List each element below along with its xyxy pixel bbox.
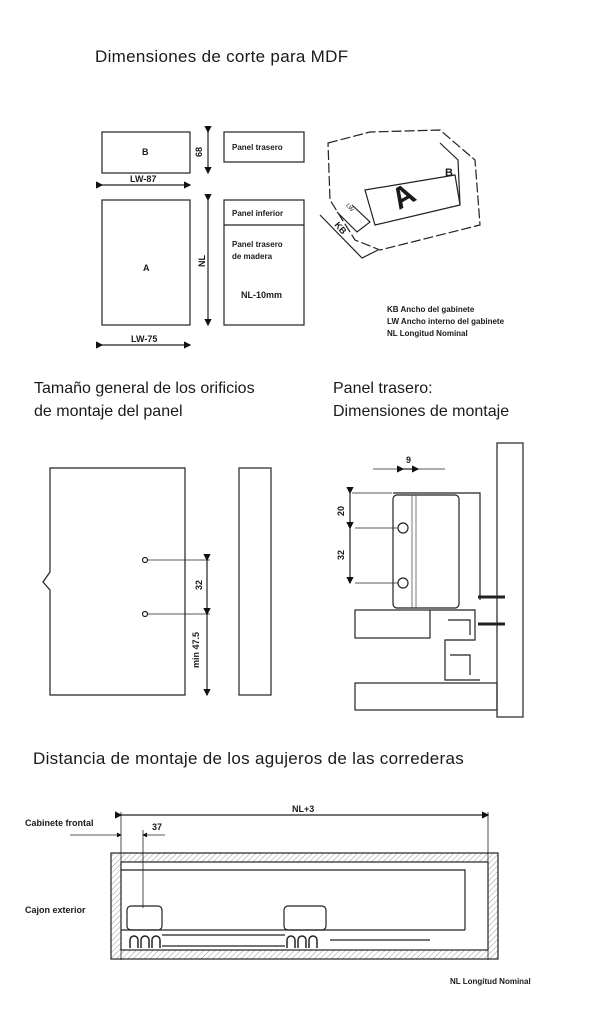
panel-inferior-line1: Panel trasero	[232, 240, 283, 249]
panel-trasero-label: Panel trasero	[232, 143, 283, 152]
width-dim-9: 9	[406, 455, 412, 465]
cabinete-frontal-label: Cabinete frontal	[25, 818, 94, 828]
side-panel	[43, 468, 185, 695]
panel-inferior-box	[224, 200, 304, 325]
panel-a-label: A	[143, 263, 150, 273]
panel-a-height-dim: NL	[197, 255, 207, 267]
legend-lw: LW Ancho interno del gabinete	[387, 317, 505, 326]
total-length-dim: NL+3	[292, 804, 315, 814]
panel-inferior-dim: NL-10mm	[241, 290, 283, 300]
footnote-nl: NL Longitud Nominal	[450, 977, 531, 986]
panel-b-label: B	[142, 147, 149, 157]
section2-right-title-2: Dimensiones de montaje	[333, 403, 510, 420]
iso-label-a: A	[385, 176, 422, 217]
back-panel-mount-drawing	[350, 443, 523, 717]
min-distance-dim: min 47.5	[191, 631, 202, 669]
slide-mount-drawing	[70, 812, 498, 960]
iso-label-kb: KB	[332, 219, 349, 237]
panel-b-height-dim: 68	[194, 146, 205, 158]
top-dim-20: 20	[336, 505, 347, 517]
legend-nl: NL Longitud Nominal	[387, 329, 468, 338]
panel-a-width-dim: LW-75	[131, 334, 158, 344]
legend-kb: KB Ancho del gabinete	[387, 305, 475, 314]
iso-label-lw: LW	[344, 202, 355, 214]
section3-title: Distancia de montaje de los agujeros de las correderas	[33, 749, 465, 768]
iso-label-b: B	[445, 167, 453, 179]
offset-dim-37: 37	[152, 822, 163, 832]
cajon-exterior-label: Cajon exterior	[25, 905, 86, 915]
section2-left-title-1: Tamaño general de los orificios	[34, 380, 255, 397]
panel-edge	[239, 468, 271, 695]
panel-inferior-line2: de madera	[232, 252, 273, 261]
spacing-dim-32: 32	[336, 549, 347, 561]
section2-right-title-1: Panel trasero:	[333, 380, 433, 397]
section1-title: Dimensiones de corte para MDF	[95, 47, 349, 66]
hole-spacing-dim: 32	[194, 579, 205, 591]
panel-b-width-dim: LW-87	[130, 174, 157, 184]
section2-left-title-2: de montaje del panel	[34, 403, 183, 420]
panel-inferior-header: Panel inferior	[232, 209, 284, 218]
